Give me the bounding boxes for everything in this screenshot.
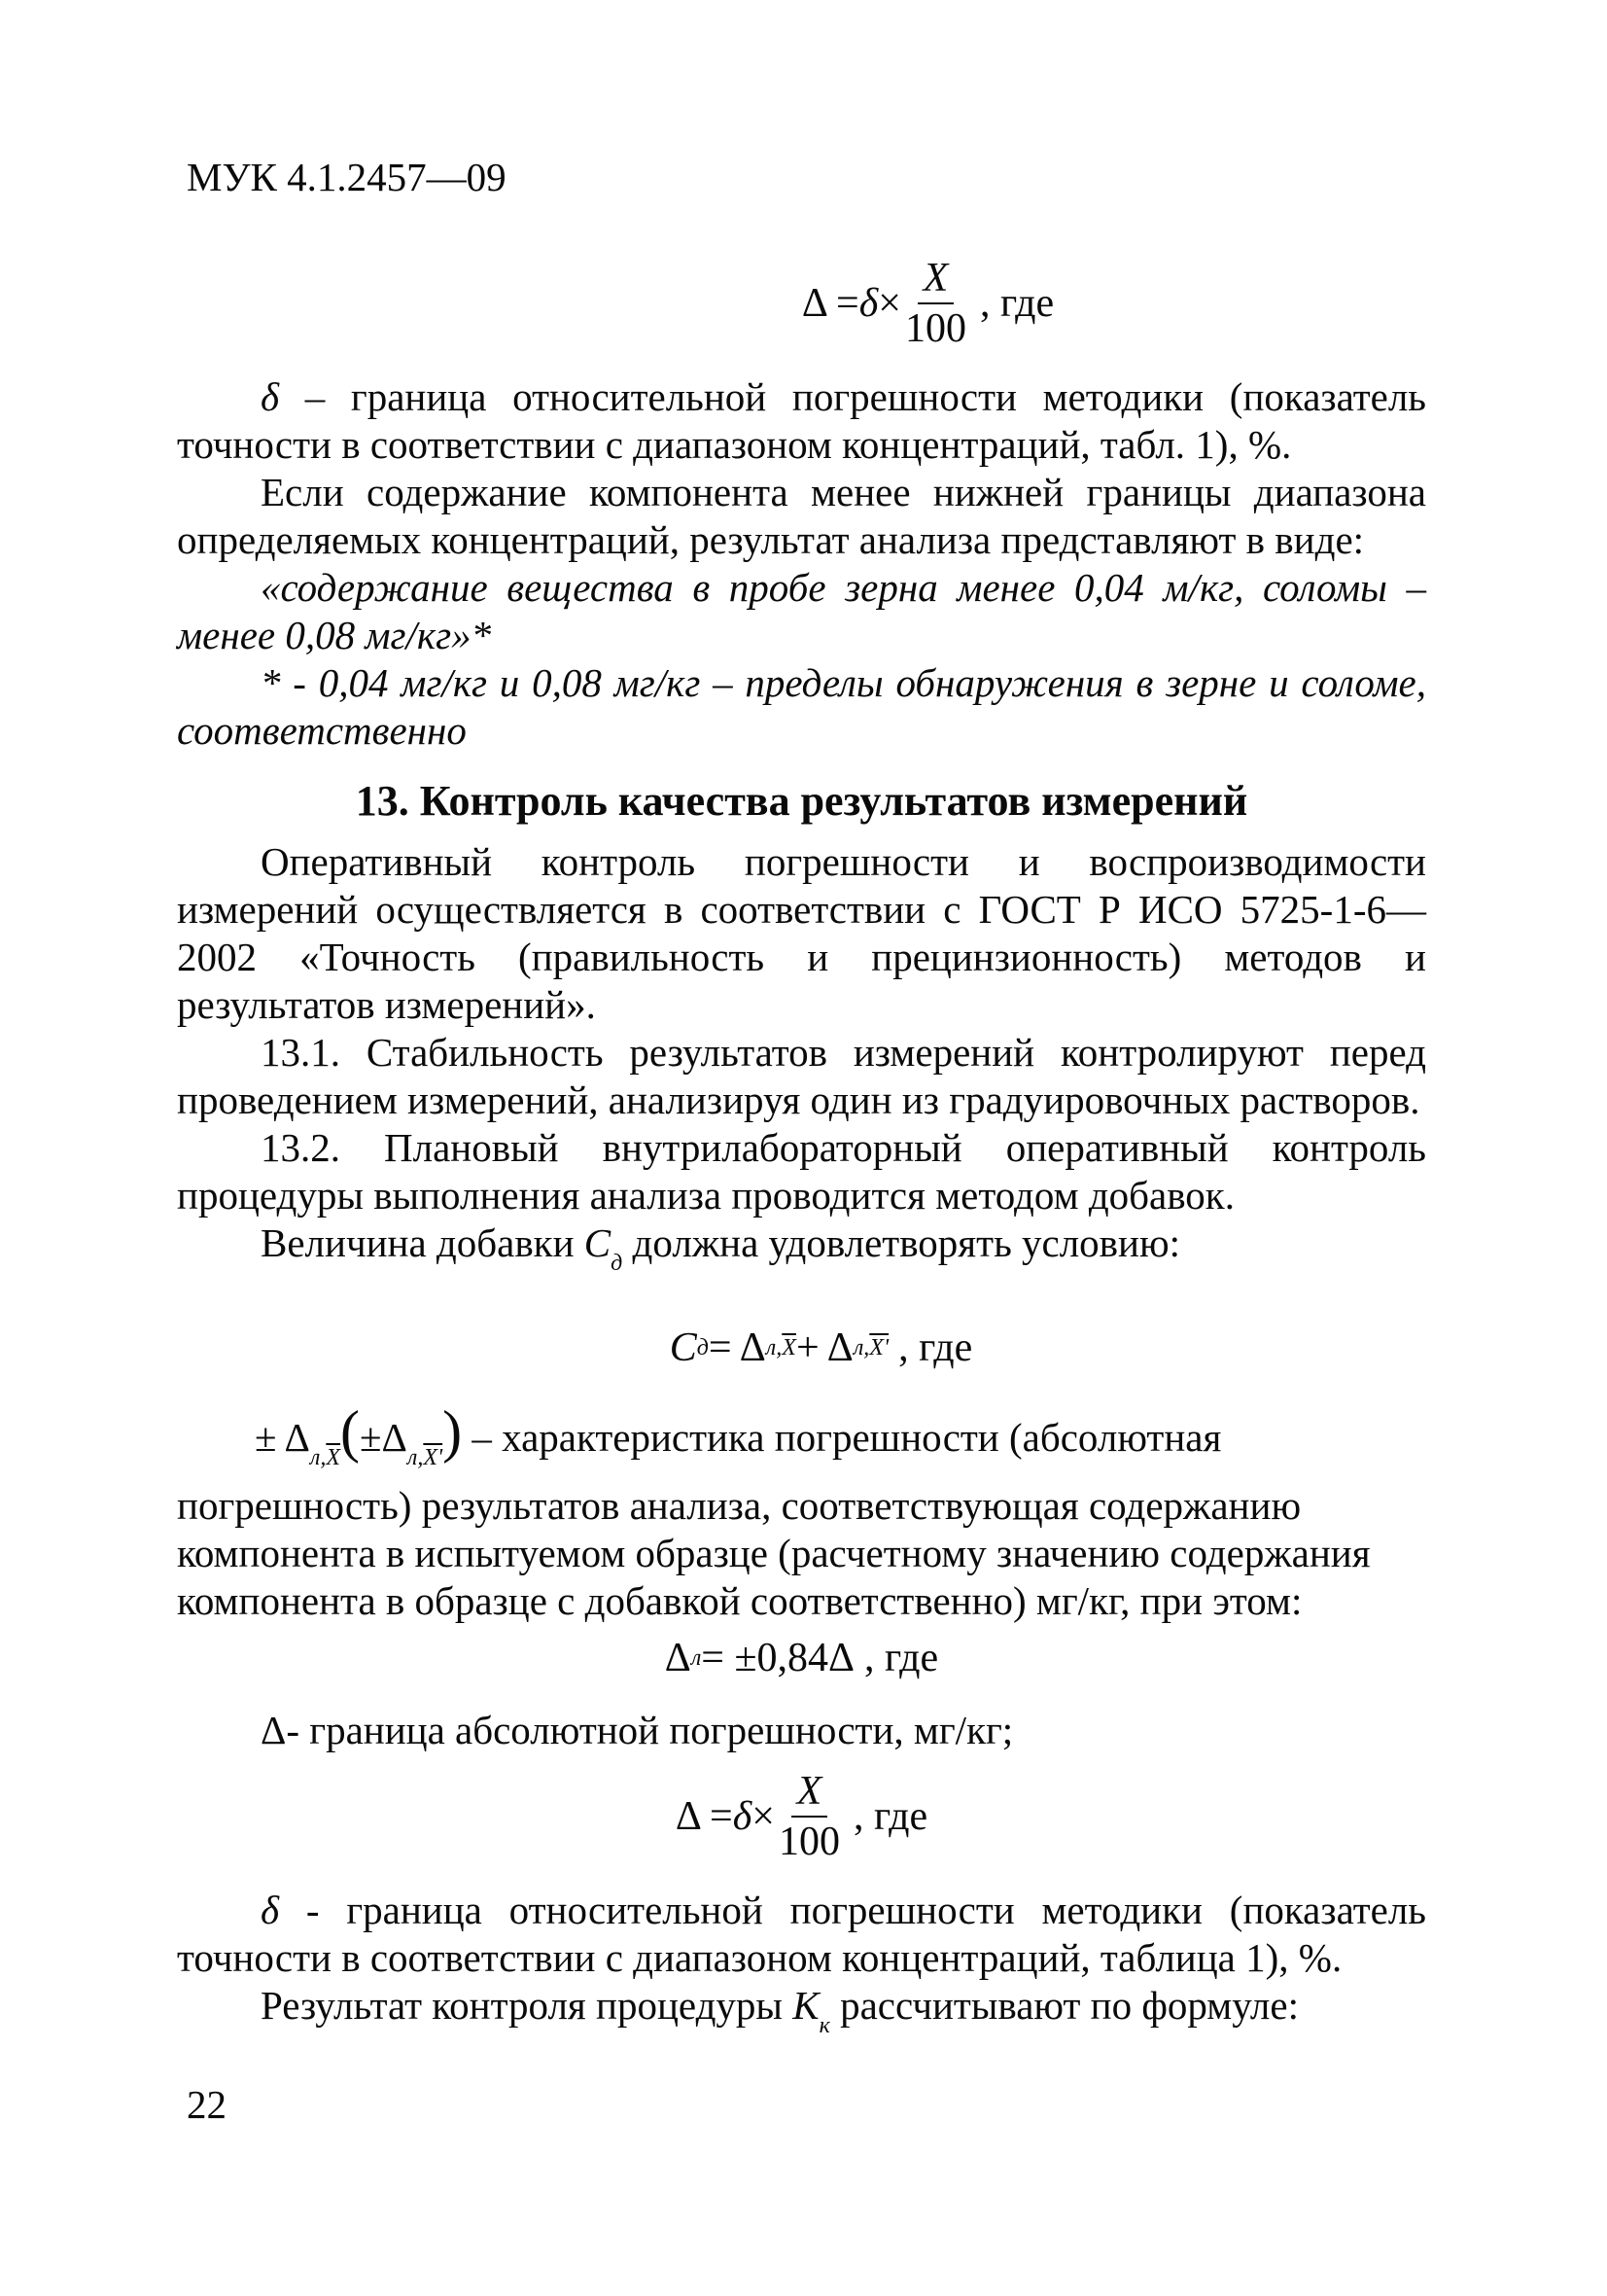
- footnote: * - 0,04 мг/кг и 0,08 мг/кг – пределы обнаружения в зерне и соломе, соответственно: [177, 660, 1426, 753]
- formula-suffix: , где: [864, 1635, 939, 1680]
- char-text: – характеристика погрешности (абсолютная погрешность) результатов анализа, соответствующая содержанию компонента в испытуемом образце (расчетному значению содержания компонента в образце с добавкой соответственно) мг/кг, при этом:: [177, 1415, 1371, 1623]
- document-code: МУК 4.1.2457—09: [187, 155, 507, 199]
- char-close-paren: ): [442, 1399, 463, 1464]
- formula-suffix: , где: [853, 1793, 928, 1839]
- fraction-denominator: 100: [904, 306, 966, 351]
- paragraph-relative-error: [177, 373, 1426, 469]
- fraction-numerator: X: [791, 1771, 828, 1818]
- formula-suffix: , где: [898, 1325, 973, 1370]
- formula-plus-delta: + Δ: [795, 1325, 854, 1370]
- paragraph-relative-error-2: [177, 1887, 1426, 1982]
- paragraph-absolute-error: Δ- граница абсолютной погрешности, мг/кг;: [261, 1708, 1014, 1752]
- formula-delta-sub: л: [690, 1644, 702, 1671]
- formula-delta-symbol: δ: [858, 280, 879, 326]
- section-heading: 13. Контроль качества результатов измерений: [355, 777, 1248, 825]
- formula-fraction: [779, 1771, 840, 1862]
- formula-c-symbol: C: [669, 1325, 697, 1370]
- paragraph-text: – граница относительной погрешности методики (показатель точности в соответствии с диапазоном концентраций, табл. 1), %.: [177, 374, 1426, 467]
- formula-eq-delta: = Δ: [708, 1325, 766, 1370]
- additive-symbol: C: [583, 1220, 611, 1265]
- formula-delta-abs-2: [177, 1768, 1426, 1865]
- formula-times: ×: [751, 1793, 775, 1839]
- formula-fraction: [905, 258, 966, 349]
- delta-symbol: δ: [261, 1888, 280, 1932]
- paragraph-13-1: 13.1. Стабильность результатов измерений контролируют перед проведением измерений, анализируя один из градуировочных растворов.: [177, 1030, 1426, 1122]
- page-number: 22: [187, 2082, 227, 2127]
- result-subscript: к: [819, 2013, 830, 2038]
- paragraph-13-2: 13.2. Плановый внутрилабораторный оперативный контроль процедуры выполнения анализа проводится методом добавок.: [177, 1125, 1426, 1218]
- formula-delta: Δ: [664, 1635, 691, 1680]
- formula-left: Δ =: [675, 1793, 733, 1839]
- paragraph-control-result: [177, 1982, 1426, 2050]
- fraction-numerator: X: [918, 258, 955, 304]
- additive-prefix: Величина добавки: [261, 1220, 584, 1265]
- formula-sub2: л,X': [853, 1334, 890, 1360]
- result-prefix: Результат контроля процедуры: [261, 1983, 793, 2028]
- formula-suffix: , где: [979, 280, 1055, 326]
- char-sub1: л,X: [309, 1445, 340, 1470]
- paragraph-operative-control: Оперативный контроль погрешности и воспроизводимости измерений осуществляется в соответствии с ГОСТ Р ИСО 5725-1-6—2002 «Точность (правильность и прецинзионность) методов и результатов измерений».: [177, 839, 1426, 1027]
- formula-delta-l: [177, 1629, 1426, 1687]
- paragraph-result-form: «содержание вещества в пробе зерна менее 0,04 м/кг, соломы – менее 0,08 мг/кг»*: [177, 565, 1426, 657]
- result-symbol: K: [792, 1983, 820, 2028]
- paragraph-characteristic: [177, 1399, 1426, 1625]
- page-content: [177, 241, 1426, 2050]
- formula-sub1: $л,\overline{X}$: [765, 1334, 796, 1360]
- formula-delta-abs: [177, 255, 1426, 352]
- formula-c-subscript: д: [696, 1334, 709, 1360]
- paragraph-text: - граница относительной погрешности методики (показатель точности в соответствии с диапазоном концентраций, таблица 1), %.: [177, 1888, 1426, 1980]
- additive-subscript: д: [611, 1251, 623, 1276]
- additive-suffix: должна удовлетворять условию:: [622, 1220, 1180, 1265]
- formula-additive: [177, 1311, 1426, 1385]
- formula-delta-symbol: δ: [732, 1793, 752, 1839]
- char-sub2: л,X': [406, 1445, 443, 1470]
- fraction-denominator: 100: [778, 1819, 840, 1864]
- result-suffix: рассчитывают по формуле:: [829, 1983, 1299, 2028]
- char-open-paren: (: [340, 1399, 360, 1464]
- char-pm-delta-2: ±Δ: [359, 1415, 407, 1460]
- formula-rest: = ±0,84Δ: [701, 1635, 856, 1680]
- paragraph-additive: [177, 1219, 1426, 1288]
- delta-symbol: δ: [261, 374, 280, 419]
- formula-left: Δ =: [801, 280, 859, 326]
- char-pm-delta: ± Δ: [255, 1415, 310, 1460]
- formula-times: ×: [878, 280, 901, 326]
- paragraph-below-range: Если содержание компонента менее нижней границы диапазона определяемых концентраций, результат анализа представляют в виде:: [177, 470, 1426, 562]
